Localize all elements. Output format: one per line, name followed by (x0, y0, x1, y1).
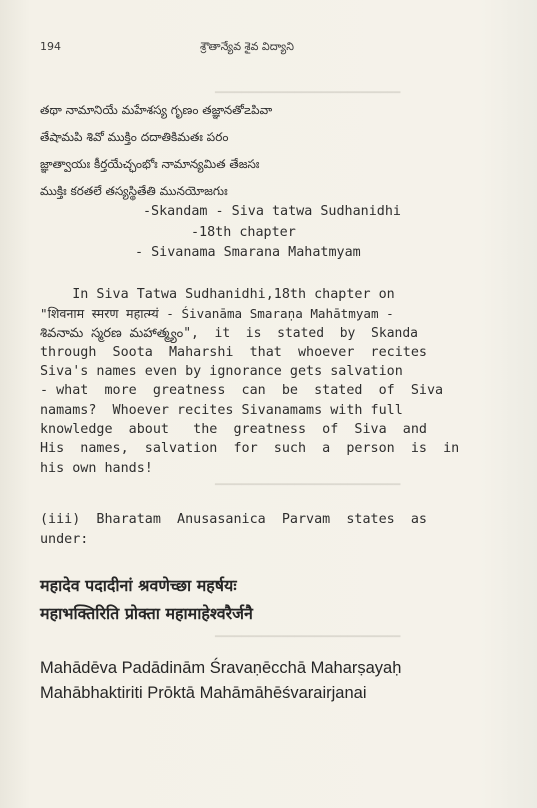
telugu-verse-line: ముక్తిః కరతలే తస్యస్థితేతి మునయోజగుః (40, 184, 228, 198)
bleed-through-text: ━━━━━━━━━━━━━━━━━━━━━━━━━━━━ (215, 87, 401, 99)
transliteration-line: Mahādēva Padādinām Śravaṇēcchā Maharṣayaḥ (40, 659, 402, 677)
devanagari-verse-line: महादेव पदादीनां श्रवणेच्छा महर्षयः (40, 576, 237, 595)
transliteration-line: Mahābhaktiriti Prōktā Mahāmāhēśvarairjanai (40, 684, 367, 702)
devanagari-verse-line: महाभक्तिरिति प्रोक्ता महामाहेश्वरैर्जनै (40, 604, 253, 623)
section-intro-line: under: (40, 532, 89, 547)
telugu-verse-line: జ్ఞాత్వాయః కీర్తయేచ్ఛంభోః నామాన్యమిత తేజసః (40, 157, 260, 171)
paragraph-line: his own hands! (40, 460, 153, 476)
citation-line: -18th chapter (191, 225, 296, 240)
paragraph-line: In Siva Tatwa Sudhanidhi,18th chapter on (40, 287, 395, 302)
paragraph-line: "शिवनाम स्मरण महात्म्यं - Śivanāma Smaraṇa Mahātmyam - (40, 306, 394, 322)
telugu-verse-line: తేషామపి శివో ముక్తిం దదాతికిమతః పరం (40, 130, 229, 144)
paragraph-line: His names, salvation for such a person is in (40, 441, 460, 457)
citation-line: -Skandam - Siva tatwa Sudhanidhi (143, 204, 401, 219)
paragraph-line: through Soota Maharshi that whoever recites (40, 344, 427, 360)
telugu-verse-line: తథా నామానియే మహేశస్య గృణం తజ్ఞానతో౽పివా (40, 103, 273, 117)
paragraph-line: knowledge about the greatness of Siva and (40, 422, 427, 438)
paragraph-line: namams? Whoever recites Sivanamams with full (40, 402, 403, 418)
paragraph-line: Siva's names even by ignorance gets salvation (40, 364, 403, 380)
body-paragraph (40, 285, 495, 478)
running-title: శ్రౌతాన్యేవ శైవ విద్యాని (200, 40, 294, 53)
paragraph-line: - what more greatness can be stated of Siva (40, 383, 444, 399)
page-header (40, 40, 500, 56)
citation-line: - Sivanama Smarana Mahatmyam (135, 245, 361, 260)
section-intro-line: (iii) Bharatam Anusasanica Parvam states as (40, 512, 427, 527)
page-number: 194 (40, 40, 61, 53)
bleed-through-text: ━━━━━━━━━━━━━━━━━━━━━━━━━━━━ (215, 479, 401, 491)
bleed-through-text: ━━━━━━━━━━━━━━━━━━━━━━━━━━━━ (215, 631, 401, 643)
paragraph-line: శివనామ స్మరణ మహాత్మ్యం", it is stated by Skanda (40, 325, 418, 341)
